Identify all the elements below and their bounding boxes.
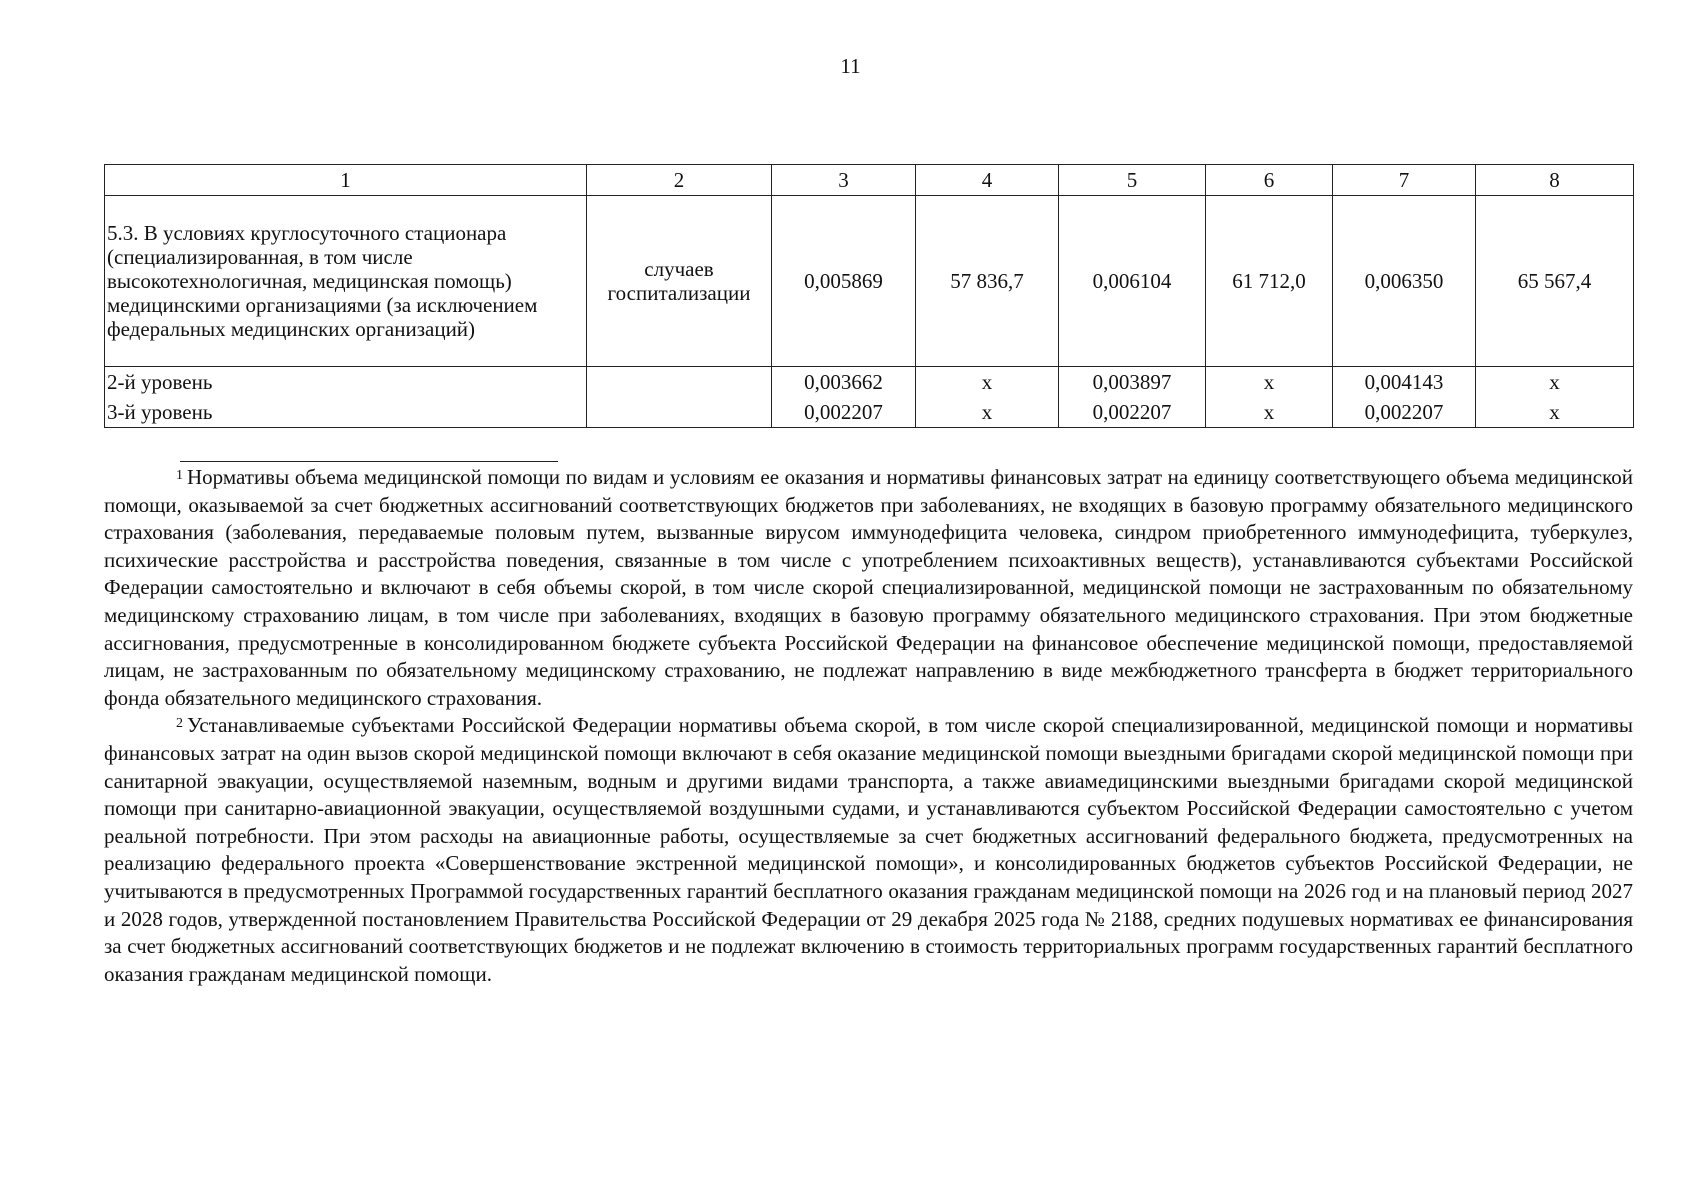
cell-value: 0,002207 bbox=[804, 400, 883, 424]
table-cell bbox=[1476, 367, 1634, 428]
level-label: 2-й уровень bbox=[107, 370, 213, 394]
column-number: 6 bbox=[1206, 165, 1333, 196]
column-number: 1 bbox=[105, 165, 587, 196]
cell-value: 0,003662 bbox=[804, 370, 883, 394]
norms-table bbox=[104, 164, 1634, 428]
table-cell bbox=[1059, 367, 1206, 428]
column-number: 8 bbox=[1476, 165, 1634, 196]
footnote-mark: 1 bbox=[176, 468, 183, 483]
row-description: 5.3. В условиях круглосуточного стационара (специализированная, в том числе высокотехнологичная, медицинская помощь) медицинскими организациями (за исключением федеральных медицинских организаций) bbox=[105, 196, 587, 367]
empty-unit-cell bbox=[587, 367, 772, 428]
table-cell: 0,005869 bbox=[772, 196, 916, 367]
footnote bbox=[104, 712, 1633, 988]
table-cell bbox=[772, 367, 916, 428]
footnote-separator bbox=[180, 461, 558, 462]
cell-value: x bbox=[981, 400, 993, 424]
column-number: 7 bbox=[1333, 165, 1476, 196]
table-cell: 0,006104 bbox=[1059, 196, 1206, 367]
cell-value: 0,004143 bbox=[1364, 370, 1444, 394]
cell-value: 0,002207 bbox=[1092, 400, 1172, 424]
table-cell: 57 836,7 bbox=[916, 196, 1059, 367]
table-cell: 65 567,4 bbox=[1476, 196, 1634, 367]
table-cell bbox=[1206, 367, 1333, 428]
column-number: 3 bbox=[772, 165, 916, 196]
cell-value: 0,002207 bbox=[1364, 400, 1444, 424]
footnote-text: Устанавливаемые субъектами Российской Федерации нормативы объема скорой, в том числе скорой специализированной, медицинской помощи и нормативы финансовых затрат на один вызов скорой медицинской помощи включают в себя оказание медицинской помощи выездными бригадами скорой медицинской помощи при санитарной эвакуации, осуществляемой наземным, водным и другими видами транспорта, а также авиамедицинскими выездными бригадами скорой медицинской помощи при санитарно-авиационной эвакуации, осуществляемой воздушными судами, и устанавливаются субъектом Российской Федерации самостоятельно с учетом реальной потребности. При этом расходы на авиационные работы, осуществляемые за счет бюджетных ассигнований федерального бюджета, предусмотренных на реализацию федерального проекта «Совершенствование экстренной медицинской помощи», и консолидированных бюджетов субъектов Российской Федерации, не учитываются в предусмотренных Программой государственных гарантий бесплатного оказания гражданам медицинской помощи на 2026 год и на плановый период 2027 и 2028 годов, утвержденной постановлением Правительства Российской Федерации от 29 декабря 2025 года № 2188, средних подушевых нормативах ее финансирования за счет бюджетных ассигнований соответствующих бюджетов и не подлежат включению в стоимость территориальных программ государственных гарантий бесплатного оказания гражданам медицинской помощи. bbox=[104, 713, 1633, 986]
level-label: 3-й уровень bbox=[107, 400, 213, 424]
table-row bbox=[105, 367, 1634, 428]
cell-value: x bbox=[981, 370, 993, 394]
footnote-mark: 2 bbox=[176, 716, 183, 732]
page-number: 11 bbox=[840, 54, 861, 78]
table-cell: 0,006350 bbox=[1333, 196, 1476, 367]
table-header-row bbox=[105, 165, 1634, 196]
row-unit: случаев госпитализации bbox=[587, 196, 772, 367]
cell-value: x bbox=[1549, 370, 1560, 394]
cell-value: x bbox=[1263, 370, 1275, 394]
cell-value: x bbox=[1263, 400, 1275, 424]
column-number: 4 bbox=[916, 165, 1059, 196]
cell-value: x bbox=[1549, 400, 1560, 424]
level-labels-cell bbox=[105, 367, 587, 428]
footnote-text: Нормативы объема медицинской помощи по видам и условиям ее оказания и нормативы финансовых затрат на единицу соответствующего объема медицинской помощи, оказываемой за счет бюджетных ассигнований соответствующих бюджетов при заболеваниях, не входящих в базовую программу обязательного медицинского страхования (заболевания, передаваемые половым путем, вызванные вирусом иммунодефицита человека, синдром приобретенного иммунодефицита, туберкулез, психические расстройства и расстройства поведения, связанные в том числе с употреблением психоактивных веществ), устанавливаются субъектами Российской Федерации самостоятельно и включают в себя объемы скорой, в том числе скорой специализированной, медицинской помощи не застрахованным по обязательному медицинскому страхованию лицам, в том числе при заболеваниях, входящих в базовую программу обязательного медицинского страхования. При этом бюджетные ассигнования, предусмотренные в консолидированном бюджете субъекта Российской Федерации на финансовое обеспечение медицинской помощи, предоставляемой лицам, не застрахованным по обязательному медицинскому страхованию, не подлежат направлению в виде межбюджетного трансферта в бюджет территориального фонда обязательного медицинского страхования. bbox=[104, 465, 1633, 710]
column-number: 2 bbox=[587, 165, 772, 196]
table-row bbox=[105, 196, 1634, 367]
table-cell bbox=[916, 367, 1059, 428]
footnotes bbox=[104, 464, 1633, 988]
table-cell: 61 712,0 bbox=[1206, 196, 1333, 367]
cell-value: 0,003897 bbox=[1092, 370, 1172, 394]
column-number: 5 bbox=[1059, 165, 1206, 196]
footnote bbox=[104, 464, 1633, 712]
table-cell bbox=[1333, 367, 1476, 428]
